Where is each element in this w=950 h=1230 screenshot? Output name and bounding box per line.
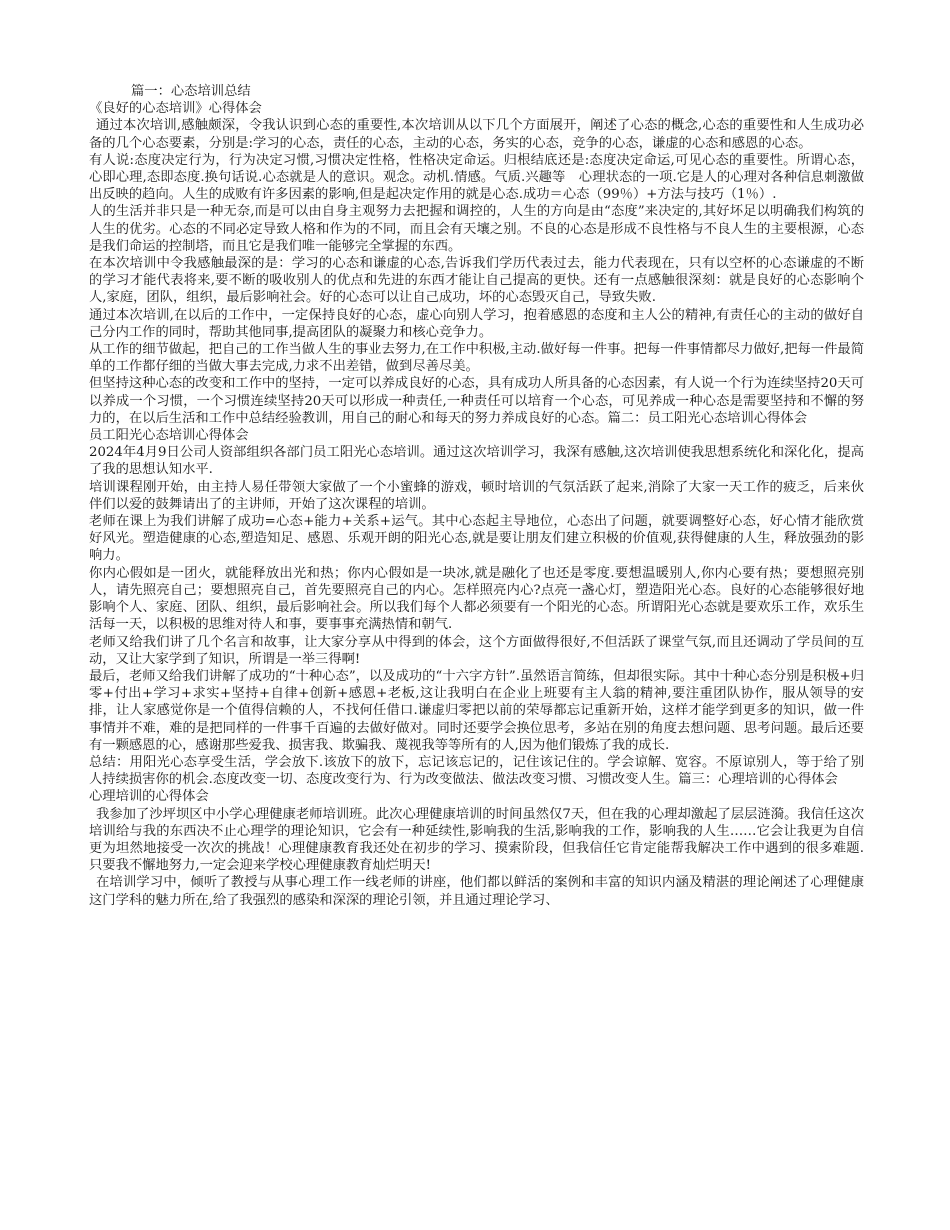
paragraph: 2024年4月9日公司人资部组织各部门员工阳光心态培训。通过这次培训学习，我深有感触,这次培训使我思想系统化和深化化，提高了我的思想认知水平. — [89, 445, 864, 478]
section1-title: 篇一：心态培训总结 — [131, 84, 251, 99]
paragraph: 通过本次培训,感触颇深，令我认识到心态的重要性,本次培训从以下几个方面展开，阐述了心态的概念,心态的重要性和人生成功必备的几个心态要素，分别是:学习的心态，责任的心态，主动的心态，务实的心态，竞争的心态，谦虚的心态和感恩的心态。 — [89, 118, 864, 151]
paragraph: 在本次培训中令我感触最深的是：学习的心态和谦虚的心态,告诉我们学历代表过去，能力代表现在，只有以空杯的心态谦虚的不断的学习才能代表将来,要不断的吸收别人的优点和先进的东西才能让自己提高的更快。还有一点感触很深刻：就是良好的心态影响个人,家庭，团队，组织，最后影响社会。好的心态可以让自己成功，坏的心态毁灭自己，导致失败. — [89, 256, 864, 306]
paragraph: 但坚持这种心态的改变和工作中的坚持，一定可以养成良好的心态，具有成功人所具备的心态因素，有人说一个行为连续坚持20天可以养成一个习惯，一个习惯连续坚持20天可以形成一种责任,一种责任可以培育一个心态，可见养成一种心态是需要坚持和不懈的努力的，在以后生活和工作中总结经验教训，用自己的耐心和每天的努力养成良好的心态。篇二：员工阳光心态培训心得体会 — [89, 376, 864, 426]
paragraph: 人的生活并非只是一种无奈,而是可以由自身主观努力去把握和调控的，人生的方向是由“态度”来决定的,其好坏足以明确我们构筑的人生的优劣。心态的不同必定导致人格和作为的不同，而且会有天壤之别。不良的心态是形成不良性格与不良人生的主要根源，心态是我们命运的控制塔，而且它是我们唯一能够完全掌握的东西。 — [89, 204, 864, 254]
section2-title: 员工阳光心态培训心得体会 — [89, 428, 249, 444]
section3-title: 心理培训的心得体会 — [89, 789, 209, 805]
paragraph: 你内心假如是一团火，就能释放出光和热；你内心假如是一块冰,就是融化了也还是零度.要想温暖别人,你内心要有热；要想照亮别人，请先照亮自己；要想照亮自己，首先要照亮自己的内心。怎样照亮内心?点亮一盏心灯，塑造阳光心态。良好的心态能够很好地影响个人、家庭、团队、组织，最后影响社会。所以我们每个人都必须要有一个阳光的心态。所谓阳光心态就是要欢乐工作，欢乐生活每一天，以积极的思维对待人和事，要事事充满热情和朝气. — [89, 565, 864, 633]
paragraph: 从工作的细节做起，把自己的工作当做人生的事业去努力,在工作中积极,主动.做好每一件事。把每一件事情都尽力做好,把每一件最简单的工作都仔细的当做大事去完成,力求不出差错，做到尽善尽美。 — [89, 342, 864, 375]
paragraph: 老师在课上为我们讲解了成功=心态+能力+关系+运气。其中心态起主导地位，心态出了问题，就要调整好心态，好心情才能欣赏好风光。塑造健康的心态,塑造知足、感恩、乐观开朗的阳光心态,就是要让朋友们建立积极的价值观,获得健康的人生，释放强劲的影响力。 — [89, 514, 864, 564]
paragraph: 我参加了沙坪坝区中小学心理健康老师培训班。此次心理健康培训的时间虽然仅7天，但在我的心理却激起了层层涟漪。我信任这次培训给与我的东西决不止心理学的理论知识，它会有一种延续性,影响我的生活,影响我的工作，影响我的人生……它会让我更为自信更为坦然地接受一次次的挑战！心理健康教育我还处在初步的学习、摸索阶段，但我信任它肯定能帮我解决工作中遇到的很多难题.只要我不懈地努力,一定会迎来学校心理健康教育灿烂明天! — [89, 806, 864, 874]
paragraph: 培训课程刚开始，由主持人易任带领大家做了一个小蜜蜂的游戏，顿时培训的气氛活跃了起来,消除了大家一天工作的疲乏，后来伙伴们以爱的鼓舞请出了的主讲师，开始了这次课程的培训。 — [89, 479, 864, 512]
paragraph: 最后，老师又给我们讲解了成功的“十种心态”，以及成功的“十六字方针”.虽然语言简练，但却很实际。其中十种心态分别是积极+归零+付出+学习+求实+坚持+自律+创新+感恩+老板,这让我明白在企业上班要有主人翁的精神,要注重团队协作，服从领导的安排，让人家感觉你是一个值得信赖的人，不找何任借口.谦虚归零把以前的荣辱都忘记重新开始，这样才能学到更多的知识，做一件事情并不难，难的是把同样的一件事千百遍的去做好做对。同时还要学会换位思考，多站在别的角度去想问题、思考问题。最后还要有一颗感恩的心，感谢那些爱我、损害我、欺骗我、蔑视我等等所有的人,因为他们锻炼了我的成长. — [89, 668, 864, 753]
paragraph: 有人说:态度决定行为，行为决定习惯,习惯决定性格，性格决定命运。归根结底还是:态度决定命运,可见心态的重要性。所谓心态，心即心理,态即态度.换句话说.心态就是人的意识。观念。动机.情感。气质.兴趣等 心理状态的一项.它是人的心理对各种信息刺激做出反映的趋向。人生的成败有许多因素的影响,但是起决定作用的就是心态.成功＝心态（99％）+方法与技巧（1％）. — [89, 152, 864, 203]
paragraph: 总结：用阳光心态享受生活，学会放下.该放下的放下，忘记该忘记的，记住该记住的。学会谅解、宽容。不原谅别人，等于给了别人持续损害你的机会.态度改变一切、态度改变行为、行为改变做法、做法改变习惯、习惯改变人生。篇三：心理培训的心得体会 — [89, 754, 864, 788]
paragraph: 在培训学习中，倾听了教授与从事心理工作一线老师的讲座，他们都以鲜活的案例和丰富的知识内涵及精湛的理论阐述了心理健康这门学科的魅力所在,给了我强烈的感染和深深的理论引领，并且通过理论学习、 — [89, 875, 864, 908]
section1-subtitle: 《良好的心态培训》心得体会 — [89, 101, 262, 117]
paragraph: 老师又给我们讲了几个名言和故事，让大家分享从中得到的体会，这个方面做得很好,不但活跃了课堂气氛,而且还调动了学员间的互动，又让大家学到了知识，所谓是一举三得啊! — [89, 634, 864, 667]
paragraph: 通过本次培训,在以后的工作中，一定保持良好的心态，虚心向别人学习，抱着感恩的态度和主人公的精神,有责任心的主动的做好自己分内工作的同时，帮助其他同事,提高团队的凝聚力和核心竞争力。 — [89, 307, 864, 340]
